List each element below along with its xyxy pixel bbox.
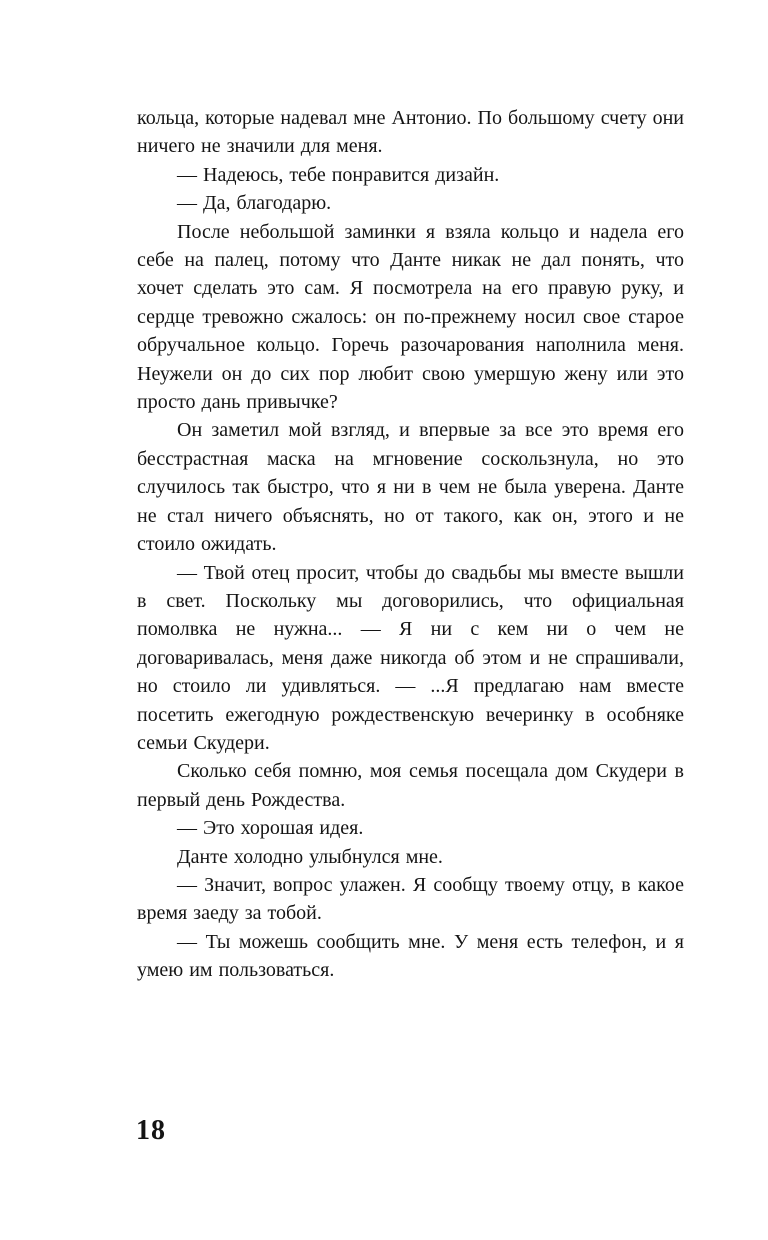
paragraph: Он заметил мой взгляд, и впервые за все это время его бесстрастная маска на мгновение соскользнула, но это случилось так быстро, что я ни в чем не была уверена. Данте не стал ничего объяснять, но от такого, как он, этого и не стоило ожидать. <box>137 419 684 556</box>
page-text <box>137 104 684 985</box>
paragraph: — Надеюсь, тебе понравится дизайн. <box>177 163 500 186</box>
paragraph: — Да, благодарю. <box>177 192 332 215</box>
paragraph: — Это хорошая идея. <box>177 817 364 840</box>
paragraph: Сколько себя помню, моя семья посещала дом Скудери в первый день Рождества. <box>137 760 684 811</box>
paragraph: После небольшой заминки я взяла кольцо и надела его себе на палец, потому что Данте никак не дал понять, что хочет сделать это сам. Я посмотрела на его правую руку, и сердце тревожно сжалось: он по-прежнему носил свое старое обручальное кольцо. Горечь разочарования наполнила меня. Неужели он до сих пор любит свою умершую жену или это просто дань привычке? <box>137 220 684 414</box>
paragraph: Данте холодно улыбнулся мне. <box>177 845 443 868</box>
page-number: 18 <box>136 1115 166 1146</box>
paragraph: — Значит, вопрос улажен. Я сообщу твоему отцу, в какое время заеду за тобой. <box>137 873 684 925</box>
paragraph: — Твой отец просит, чтобы до свадьбы мы вместе вышли в свет. Поскольку мы договорились, что официальная помолвка не нужна... — Я ни с кем ни о чем не договаривалась, меня даже никогда об этом и не спрашивали, но стоило ли удивляться. — ...Я предлагаю нам вместе посетить ежегодную рождественскую вечеринку в особняке семьи Скудери. <box>137 561 684 754</box>
paragraph: кольца, которые надевал мне Антонио. По большому счету они ничего не значили для меня. <box>137 107 684 158</box>
paragraph: — Ты можешь сообщить мне. У меня есть телефон, и я умею им пользоваться. <box>137 930 684 982</box>
